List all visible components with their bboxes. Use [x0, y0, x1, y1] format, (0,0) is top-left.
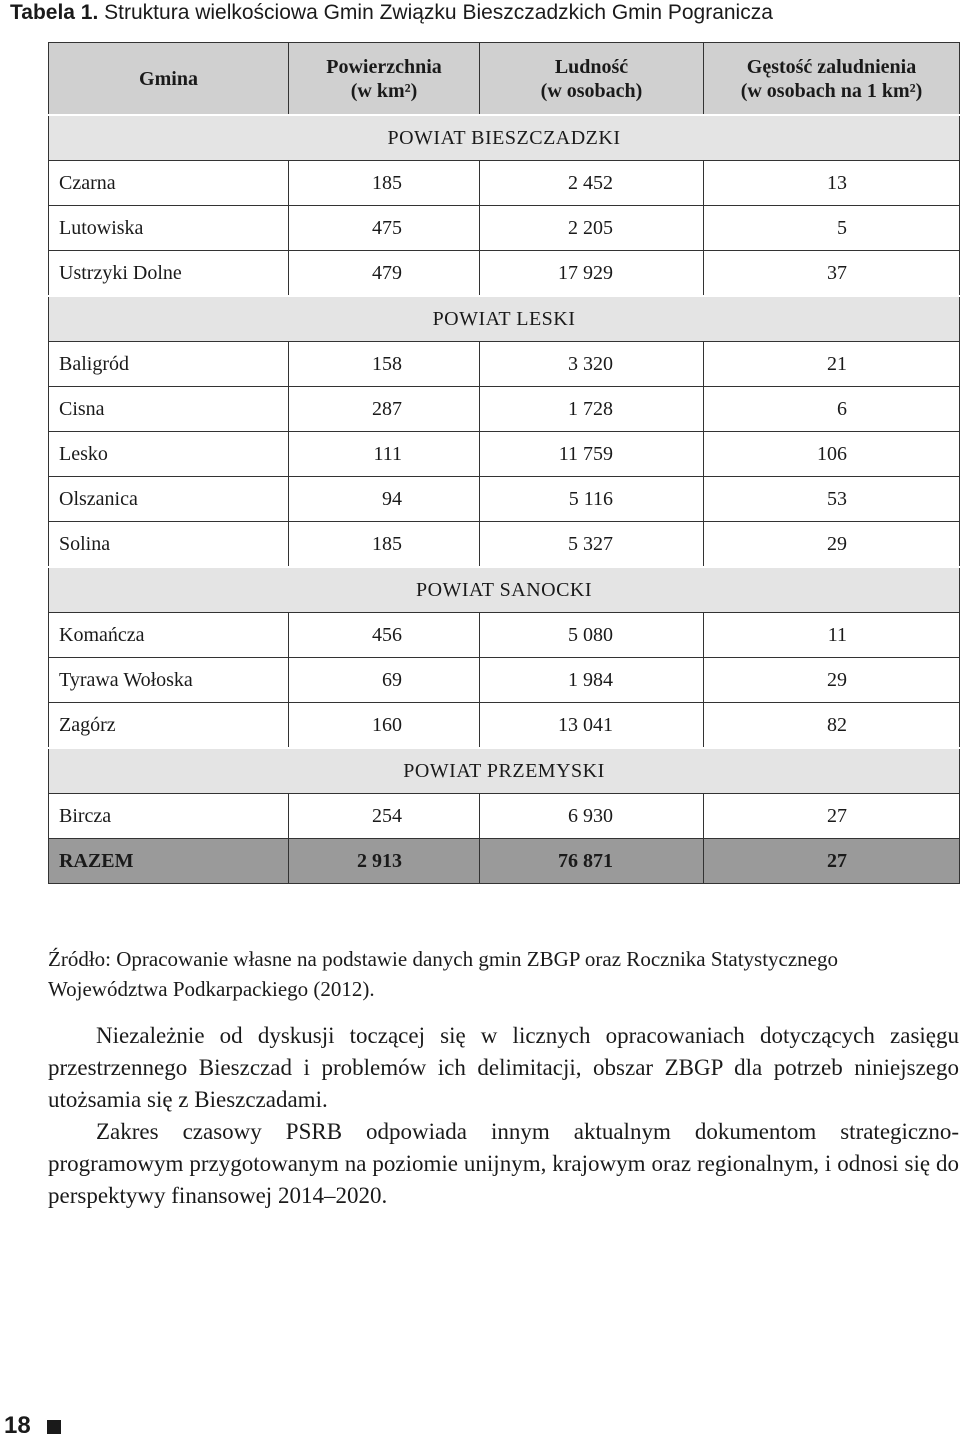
table-row: [49, 206, 960, 251]
cell-area: 69: [289, 658, 480, 703]
column-header-gmina: [49, 43, 289, 116]
cell-density: 53: [704, 477, 960, 522]
cell-area: 456: [289, 613, 480, 658]
cell-area: 475: [289, 206, 480, 251]
table-row: [49, 703, 960, 749]
column-header-line1: Ludność: [554, 55, 629, 78]
page-number: 18: [4, 1412, 31, 1439]
cell-density: 37: [704, 251, 960, 297]
cell-density: 13: [704, 161, 960, 206]
table-row: [49, 161, 960, 206]
cell-density: 29: [704, 522, 960, 568]
cell-population: 11 759: [480, 432, 704, 477]
column-header-line1: Gmina: [139, 67, 198, 90]
cell-gmina: Bircza: [49, 794, 289, 839]
table-row: [49, 342, 960, 387]
paragraph: Zakres czasowy PSRB odpowiada innym aktualnym dokumentom strategiczno-programowym przygotowanym na poziomie unijnym, krajowym oraz regionalnym, i odnosi się do perspektywy finansowej 2014–2020.: [48, 1119, 959, 1208]
cell-density: 29: [704, 658, 960, 703]
cell-gmina: Lesko: [49, 432, 289, 477]
cell-population: 6 930: [480, 794, 704, 839]
cell-total-population: 76 871: [480, 839, 704, 884]
table-header-row: [49, 43, 960, 116]
cell-gmina: Cisna: [49, 387, 289, 432]
cell-density: 106: [704, 432, 960, 477]
table-row: [49, 477, 960, 522]
table-row: [49, 658, 960, 703]
table-row: [49, 251, 960, 297]
cell-total-area: 2 913: [289, 839, 480, 884]
column-header-population: [480, 43, 704, 116]
page-marker-square: [47, 1420, 61, 1434]
section-title: POWIAT BIESZCZADZKI: [49, 115, 960, 161]
cell-area: 160: [289, 703, 480, 749]
cell-area: 479: [289, 251, 480, 297]
cell-population: 1 728: [480, 387, 704, 432]
cell-gmina: Zagórz: [49, 703, 289, 749]
cell-density: 27: [704, 794, 960, 839]
column-header-area: [289, 43, 480, 116]
cell-area: 158: [289, 342, 480, 387]
cell-population: 5 116: [480, 477, 704, 522]
body-text: [48, 1020, 959, 1212]
cell-area: 111: [289, 432, 480, 477]
section-title: POWIAT LESKI: [49, 296, 960, 342]
cell-population: 1 984: [480, 658, 704, 703]
column-header-line2: (w osobach): [540, 79, 643, 102]
section-title: POWIAT PRZEMYSKI: [49, 748, 960, 794]
column-header-line1: Gęstość zaludnienia: [746, 55, 917, 78]
cell-area: 94: [289, 477, 480, 522]
section-row: [49, 748, 960, 794]
column-header-density: [704, 43, 960, 116]
cell-population: 5 327: [480, 522, 704, 568]
cell-total-label: RAZEM: [49, 839, 289, 884]
cell-density: 21: [704, 342, 960, 387]
source-note: Źródło: Opracowanie własne na podstawie danych gmin ZBGP oraz Rocznika Statystycznego Województwa Podkarpackiego (2012).: [48, 947, 839, 1001]
table-row: [49, 387, 960, 432]
table-row: [49, 522, 960, 568]
cell-area: 254: [289, 794, 480, 839]
section-row: [49, 296, 960, 342]
cell-total-density: 27: [704, 839, 960, 884]
section-row: [49, 115, 960, 161]
cell-density: 6: [704, 387, 960, 432]
table-row: [49, 794, 960, 839]
cell-gmina: Olszanica: [49, 477, 289, 522]
cell-density: 5: [704, 206, 960, 251]
cell-gmina: Solina: [49, 522, 289, 568]
section-title: POWIAT SANOCKI: [49, 567, 960, 613]
cell-area: 185: [289, 161, 480, 206]
municipality-table: [48, 42, 960, 884]
cell-population: 13 041: [480, 703, 704, 749]
caption-text: Struktura wielkościowa Gmin Związku Bieszczadzkich Gmin Pogranicza: [104, 1, 773, 24]
column-header-line1: Powierzchnia: [326, 55, 442, 78]
cell-gmina: Komańcza: [49, 613, 289, 658]
total-row: [49, 839, 960, 884]
paragraph: Niezależnie od dyskusji toczącej się w licznych opracowaniach dotyczących zasięgu przestrzennego Bieszczad i problemów ich delimitacji, obszar ZBGP dla potrzeb niniejszego utożsamia się z Bieszczadami.: [48, 1023, 959, 1112]
cell-area: 287: [289, 387, 480, 432]
cell-population: 2 205: [480, 206, 704, 251]
cell-gmina: Ustrzyki Dolne: [49, 251, 289, 297]
cell-gmina: Tyrawa Wołoska: [49, 658, 289, 703]
cell-population: 5 080: [480, 613, 704, 658]
cell-gmina: Czarna: [49, 161, 289, 206]
cell-gmina: Baligród: [49, 342, 289, 387]
column-header-line2: (w osobach na 1 km²): [740, 79, 923, 102]
column-header-line2: (w km²): [350, 79, 418, 102]
section-row: [49, 567, 960, 613]
table-row: [49, 613, 960, 658]
cell-density: 11: [704, 613, 960, 658]
cell-population: 17 929: [480, 251, 704, 297]
caption-label: Tabela 1.: [10, 1, 99, 24]
table-row: [49, 432, 960, 477]
cell-population: 3 320: [480, 342, 704, 387]
cell-gmina: Lutowiska: [49, 206, 289, 251]
table-caption: [10, 0, 955, 26]
cell-density: 82: [704, 703, 960, 749]
cell-area: 185: [289, 522, 480, 568]
cell-population: 2 452: [480, 161, 704, 206]
